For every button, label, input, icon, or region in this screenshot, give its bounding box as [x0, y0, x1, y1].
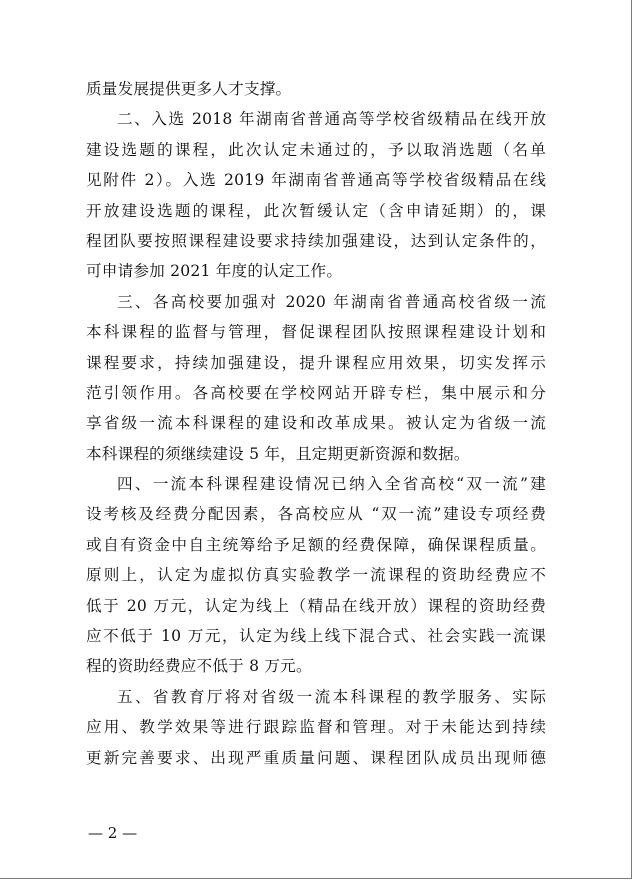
paragraph-line: 建设选题的课程，此次认定未通过的，予以取消选题（名单	[86, 140, 546, 159]
paragraph-line: 应用、教学效果等进行跟踪监督和管理。对于未能达到持续	[86, 718, 546, 737]
paragraph-line: 应不低于 10 万元，认定为线上线下混合式、社会实践一流课	[86, 627, 546, 646]
paragraph-line: 范引领作用。各高校要在学校网站开辟专栏，集中展示和分	[86, 383, 546, 402]
paragraph-line: 五、省教育厅将对省级一流本科课程的教学服务、实际	[117, 687, 546, 706]
paragraph-line: 开放建设选题的课程，此次暂缓认定（含申请延期）的，课	[86, 201, 546, 220]
paragraph-line: 本科课程的须继续建设 5 年，且定期更新资源和数据。	[86, 444, 470, 463]
paragraph-line: 设考核及经费分配因素，各高校应从 “双一流”建设专项经费	[86, 505, 546, 524]
paragraph-line: 享省级一流本科课程的建设和改革成果。被认定为省级一流	[86, 414, 546, 433]
paragraph-line: 三、各高校要加强对 2020 年湖南省普通高校省级一流	[117, 292, 546, 311]
paragraph-line: 二、入选 2018 年湖南省普通高等学校省级精品在线开放	[117, 110, 546, 129]
paragraph-line: 质量发展提供更多人才支撑。	[86, 80, 292, 98]
paragraph-line: 原则上，认定为虚拟仿真实验教学一流课程的资助经费应不	[86, 566, 546, 585]
page-number: — 2 —	[88, 824, 138, 842]
paragraph-line: 程的资助经费应不低于 8 万元。	[86, 657, 312, 676]
paragraph-line: 低于 20 万元，认定为线上（精品在线开放）课程的资助经费	[86, 596, 546, 615]
paragraph-line: 见附件 2）。入选 2019 年湖南省普通高等学校省级精品在线	[86, 171, 546, 190]
paragraph-line: 四、一流本科课程建设情况已纳入全省高校“双一流”建	[117, 475, 546, 494]
paragraph-line: 可申请参加 2021 年度的认定工作。	[86, 262, 343, 281]
paragraph-line: 或自有资金中自主统筹给予足额的经费保障，确保课程质量。	[86, 535, 546, 554]
document-body	[86, 74, 546, 773]
paragraph-line: 本科课程的监督与管理，督促课程团队按照课程建设计划和	[86, 323, 546, 342]
paragraph-line: 更新完善要求、出现严重质量问题、课程团队成员出现师德	[86, 748, 546, 767]
paragraph-line: 课程要求，持续加强建设，提升课程应用效果，切实发挥示	[86, 353, 546, 372]
paragraph-line: 程团队要按照课程建设要求持续加强建设，达到认定条件的，	[86, 231, 546, 250]
